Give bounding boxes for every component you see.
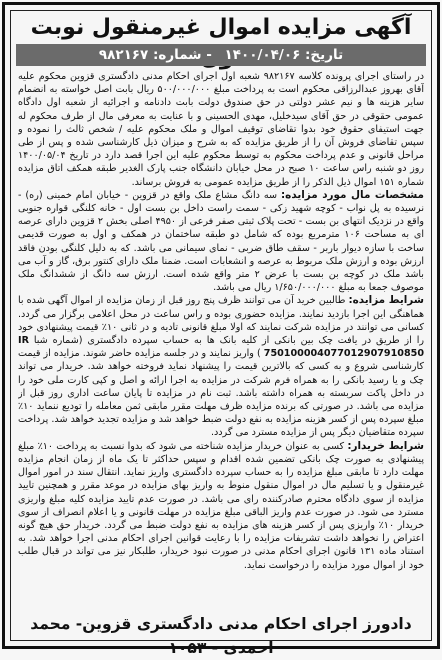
buyer-text: کسی به عنوان خریدار مزایده شناخته می شود که بدوا نسبت به پرداخت ۱۰٪ مبلغ پیشنهادی به صورت چک بانکی تضمین شده اقدام و سپس حداکثر تا یک ماه از زمان انجام مزایده مهلت دارد تا مابقی مبلغ مزایده را به حساب سپرده دادگستری واریز نماید. انتقال سند در امور اموال غیرمنقول و یا تسلیم مال در اموال منقول منوط به واریز بهای مزایده در موعد مقرر و همچنین تایید مزایده از سوی دادگاه محترم صادرکننده رای می باشد. در صورت عدم تایید مزایده کلیه مبلغ واریزی مسترد می شود. در صورت عدم واریز الباقی مبلغ مزایده در مهلت قانونی و یا اعلام انصراف از سوی خریدار ۱۰٪ واریزی پس از کسر هزینه های مزایده به نفع دولت ضبط می گردد. خریدار حق هیچ گونه اعتراض را نخواهد داشت تشریفات مزایده را با رعایت قوانین اجرای احکام مدنی اجرا خواهد شد. به استناد ماده ۱۳۱ قانون اجرای احکام مدنی در صورت نبود خریدار، طلبکار نیز می تواند در قبال طلب خود از اموال مورد مزایده را درخواست نماید. xyxy=(18,440,424,571)
notice-number: - شماره: ۹۸۲۱۶۷ xyxy=(98,47,212,63)
iban-number: IR 750100004077012907910850 xyxy=(18,335,424,360)
conditions-heading: شرایط مزایده: xyxy=(348,294,424,307)
notice-outer-border xyxy=(2,2,440,657)
notice-title: آگهی مزایده اموال غیرمنقول نوبت xyxy=(30,15,412,40)
specs-section xyxy=(18,189,424,295)
specs-heading: مشخصات مال مورد مزایده: xyxy=(281,188,424,201)
buyer-heading: شرایط خریدار: xyxy=(347,439,424,452)
conditions-text-1: طالبین خرید آن می توانند ظرف پنج روز قبل از زمان مزایده از اموال آگهی شده با هماهنگی این اجرا بازدید نمایند. مزایده حضوری بوده و راس ساعت در محل اعلامی برگزار می گردد. کسانی می توانند در مزایده شرکت نمایند که اولا مبلغ قانونی تادیه و در ثانی ۱۰٪ قیمت پیشنهادی خود را از طریق در یافت چک بین بانکی از کلیه بانک ها به حساب سپرده دادگستری (شماره شبا xyxy=(18,295,424,347)
notice-body xyxy=(18,70,424,608)
notice-signature: دادورز اجرای احکام مدنی دادگستری قزوین- محمد احمدی - ۱۰۵۳ xyxy=(30,615,412,657)
conditions-section xyxy=(18,294,424,439)
specs-text: سه دانگ مشاع ملک واقع در قزوین - خیابان امام خمینی (ره) - نرسیده به پل نواب - کوچه شهید زکی - سمت راست داخل بن بست اول - خانه کلنگی قواره جنوبی واقع در نزدیک انتهای بن بست - تحت پلاک ثبتی صفر فرعی از ۴۹۵۰ اصلی بخش ۲ قزوین دارای عرصه ای به مساحت ۱۰۶ مترمربع بوده که شامل دو طبقه ساختمان در همکف و اول به صورت قدیمی ساخت با سازه دیوار باربر - سقف طاق ضربی - نمای سیمانی می باشد. که به دلیل کلنگی بودن فاقد ارزش بوده و ارزش ملک مربوط به عرصه و انشعابات است. ضمنا ملک دارای کنتور برق، گاز و آب می باشد ملک در کوچه بن بست با عرض ۲ متر واقع شده است. ارزش سه دانگ از ششدانگ ملک موصوف جمعا به مبلغ ۱/۶۵۰/۰۰۰/۰۰۰ ریال می باشد. xyxy=(18,189,424,294)
notice-inner-border xyxy=(10,10,432,657)
date-number-bar xyxy=(16,44,426,66)
intro-paragraph: در راستای اجرای پرونده کلاسه ۹۸۲۱۶۷ شعبه اول اجرای احکام مدنی دادگستری قزوین محکوم علیه آقای بهروز عبدالرزاقی محکوم است به پرداخت مبلغ ۵۰۰/۰۰۰/۰۰۰ ریال بابت اصل خواسته به انضمام سایر هزینه ها و نیم عشر دولتی در حق صندوق دولت بابت دادنامه و اجرائیه از شعبه اول دادگاه عمومی حقوقی در حق آقای سیدخلیل، مهدی الحسینی و با عنایت به معرفی مال از طرف محکوم له جهت استیفای حقوق خود بدوا تقاضای توقیف اموال و ملک محکوم علیه / شخص ثالث را نموده و سپس تقاضای فروش آن را از طریق مزایده که به شرح و میزان ذیل کارشناسی شده و پس از طی مراحل قانونی و عدم پرداخت محکوم به توسط محکوم علیه این اجرا قصد دارد در تاریخ ۱۴۰۰/۰۵/۰۴ روز دو شنبه راس ساعت ۱۰ صبح در محل خیابان دانشگاه جنب پارک الغدیر طبقه همکف اتاق مزایده شماره ۱۵۱ اموال ذیل الذکر را از طریق مزایده عمومی به فروش برساند. xyxy=(18,71,424,188)
notice-date: تاریخ: ۱۴۰۰/۰۴/۰۶ xyxy=(224,47,344,63)
buyer-section xyxy=(18,440,424,572)
conditions-text-2: ) واریز نمایند و در جلسه مزایده حاضر شوند. مزایده از قیمت کارشناسی شروع و به کسی که بالاترین قیمت را پیشنهاد نماید فروخته خواهد شد. خریدار می تواند چک و یا رسید بانکی را به همراه فرم شرکت در مزایده به اجرا ارائه و اصل و کپی کارت ملی خود را در داخل پاکت سربسته به همراه داشته باشد. ثبت نام در مزایده تا پایان ساعت اداری روز قبل از مزایده می باشد. در صورتی که برنده مزایده ظرف مهلت مقرر مابقی ثمن معامله را تودیع ننماید ۱۰٪ مبلغ سپرده پس از کسر هزینه مزایده به نفع دولت ضبط خواهد شد و مزایده تجدید خواهد شد. پرداخت سپرده متقاضیان دیگر پس از مزایده مسترد می گردد. xyxy=(18,348,424,439)
